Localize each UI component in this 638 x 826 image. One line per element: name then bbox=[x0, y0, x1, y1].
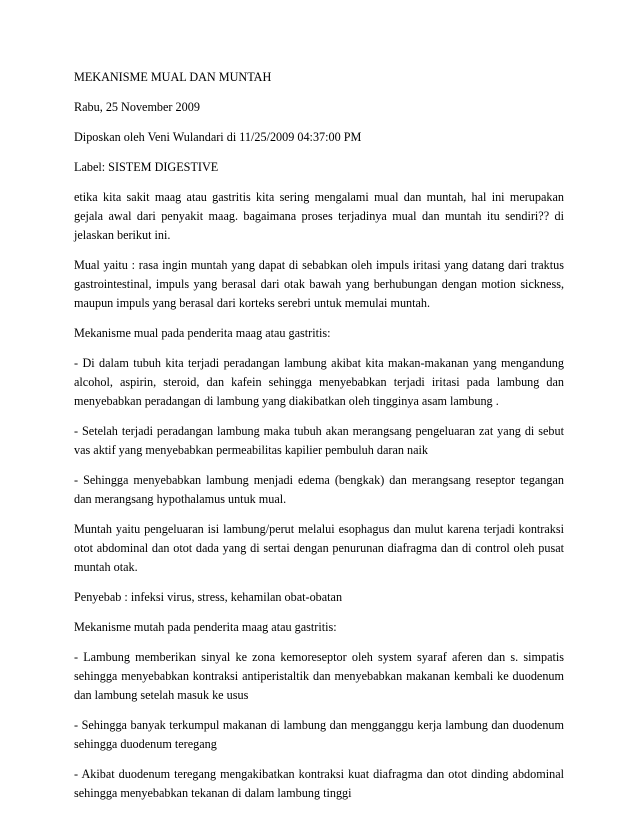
paragraph-mual-mechanism-heading: Mekanisme mual pada penderita maag atau gastritis: bbox=[74, 326, 331, 340]
paragraph-mual-step-3: - Sehingga menyebabkan lambung menjadi edema (bengkak) dan merangsang reseptor tegangan dan merangsang hypothalamus untuk mual. bbox=[74, 473, 564, 506]
paragraph-mual-step-2: - Setelah terjadi peradangan lambung maka tubuh akan merangsang pengeluaran zat yang di sebut vas aktif yang menyebabkan permeabilitas kapilier pembuluh daran naik bbox=[74, 424, 564, 457]
post-date: Rabu, 25 November 2009 bbox=[74, 100, 200, 114]
paragraph-muntah-step-2: - Sehingga banyak terkumpul makanan di lambung dan mengganggu kerja lambung dan duodenum sehingga duodenum teregang bbox=[74, 718, 564, 751]
paragraph-muntah-definition: Muntah yaitu pengeluaran isi lambung/perut melalui esophagus dan mulut karena terjadi kontraksi otot abdominal dan otot dada yang di sertai dengan penurunan diafragma dan di control oleh pusat muntah otak. bbox=[74, 522, 564, 574]
paragraph-causes: Penyebab : infeksi virus, stress, kehamilan obat-obatan bbox=[74, 590, 343, 604]
posted-by: Diposkan oleh Veni Wulandari di 11/25/2009 04:37:00 PM bbox=[74, 130, 362, 144]
paragraph-mual-step-1: - Di dalam tubuh kita terjadi peradangan lambung akibat kita makan-makanan yang mengandung alcohol, aspirin, steroid, dan kafein sehingga menyebabkan terjadi iritasi pada lambung dan menyebabkan peradangan di lambung yang diakibatkan oleh tingginya asam lambung . bbox=[74, 356, 564, 408]
paragraph-muntah-step-3: - Akibat duodenum teregang mengakibatkan kontraksi kuat diafragma dan otot dinding abdominal sehingga menyebabkan tekanan di dalam lambung tinggi bbox=[74, 767, 564, 800]
paragraph-intro: etika kita sakit maag atau gastritis kita sering mengalami mual dan muntah, hal ini merupakan gejala awal dari penyakit maag. bagaimana proses terjadinya mual dan muntah itu sendiri?? di jelaskan berikut ini. bbox=[74, 190, 564, 242]
document-title: MEKANISME MUAL DAN MUNTAH bbox=[74, 70, 272, 84]
post-label: Label: SISTEM DIGESTIVE bbox=[74, 160, 219, 174]
paragraph-muntah-step-1: - Lambung memberikan sinyal ke zona kemoreseptor oleh system syaraf aferen dan s. simpatis sehingga menyebabkan kontraksi antiperistaltik dan menyebabkan makanan kembali ke duodenum dan lambung setelah masuk ke usus bbox=[74, 650, 564, 702]
paragraph-mual-definition: Mual yaitu : rasa ingin muntah yang dapat di sebabkan oleh impuls iritasi yang datang dari traktus gastrointestinal, impuls yang berasal dari otak bawah yang berhubungan dengan motion sickness, maupun impuls yang berasal dari korteks serebri untuk memulai muntah. bbox=[74, 258, 564, 310]
paragraph-muntah-mechanism-heading: Mekanisme mutah pada penderita maag atau gastritis: bbox=[74, 620, 337, 634]
document-page bbox=[74, 68, 564, 814]
